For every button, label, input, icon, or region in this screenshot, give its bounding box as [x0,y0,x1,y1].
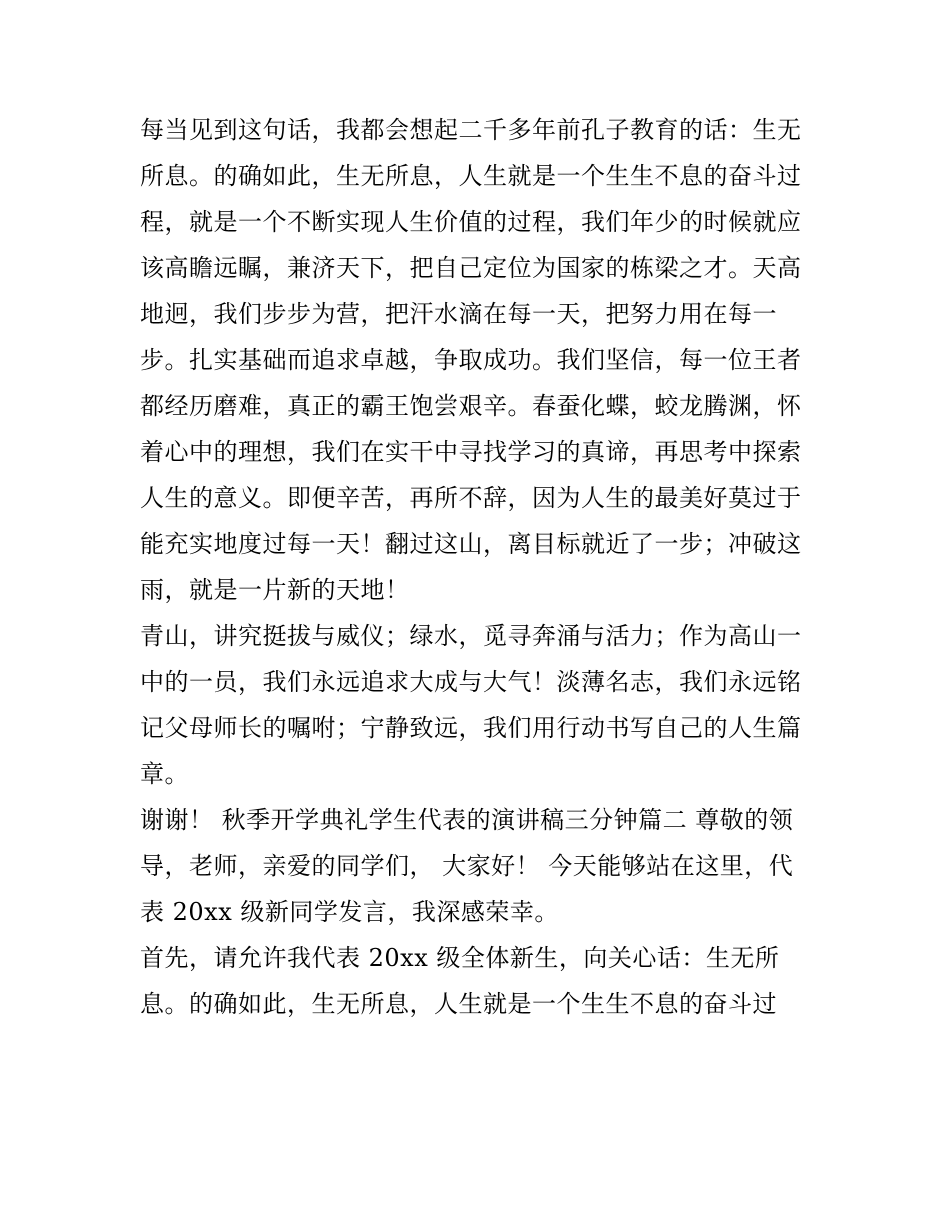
text-line: 记父母师长的嘱咐；宁静致远，我们用行动书写自己的人生篇 [140,714,802,742]
text-line: 人生的意义。即便辛苦，再所不辞，因为人生的最美好莫过于 [140,484,802,512]
text-line: 该高瞻远瞩，兼济天下，把自己定位为国家的栋梁之才。天高 [140,254,802,282]
text-line: 都经历磨难，真正的霸王饱尝艰辛。春蚕化蝶，蛟龙腾渊，怀 [140,392,802,420]
text-line: 章。 [140,760,189,788]
text-line: 程，就是一个不断实现人生价值的过程，我们年少的时候就应 [140,208,802,236]
text-line: 导，老师，亲爱的同学们， 大家好！ 今天能够站在这里，代 [140,852,794,880]
text-line: 谢谢！ 秋季开学典礼学生代表的演讲稿三分钟篇二 尊敬的领 [140,806,794,834]
text-line: 步。扎实基础而追求卓越，争取成功。我们坚信，每一位王者 [140,346,802,374]
text-line: 每当见到这句话，我都会想起二千多年前孔子教育的话：生无 [140,116,802,144]
text-line: 中的一员，我们永远追求大成与大气！淡薄名志，我们永远铭 [140,668,802,696]
text-line: 着心中的理想，我们在实干中寻找学习的真谛，再思考中探索 [140,438,802,466]
text-line: 所息。的确如此，生无所息，人生就是一个生生不息的奋斗过 [140,162,802,190]
text-line: 息。的确如此，生无所息，人生就是一个生生不息的奋斗过 [140,990,777,1018]
text-line: 雨，就是一片新的天地！ [140,576,410,604]
body-text [140,107,820,1027]
text-line: 青山，讲究挺拔与威仪；绿水，觅寻奔涌与活力；作为高山一 [140,622,802,650]
text-line: 地迥，我们步步为营，把汗水滴在每一天，把努力用在每一 [140,300,777,328]
text-line: 能充实地度过每一天！翻过这山，离目标就近了一步；冲破这 [140,530,802,558]
text-line: 首先，请允许我代表 20xx 级全体新生，向关心话：生无所 [140,944,780,972]
text-line: 表 20xx 级新同学发言，我深感荣幸。 [140,898,559,926]
